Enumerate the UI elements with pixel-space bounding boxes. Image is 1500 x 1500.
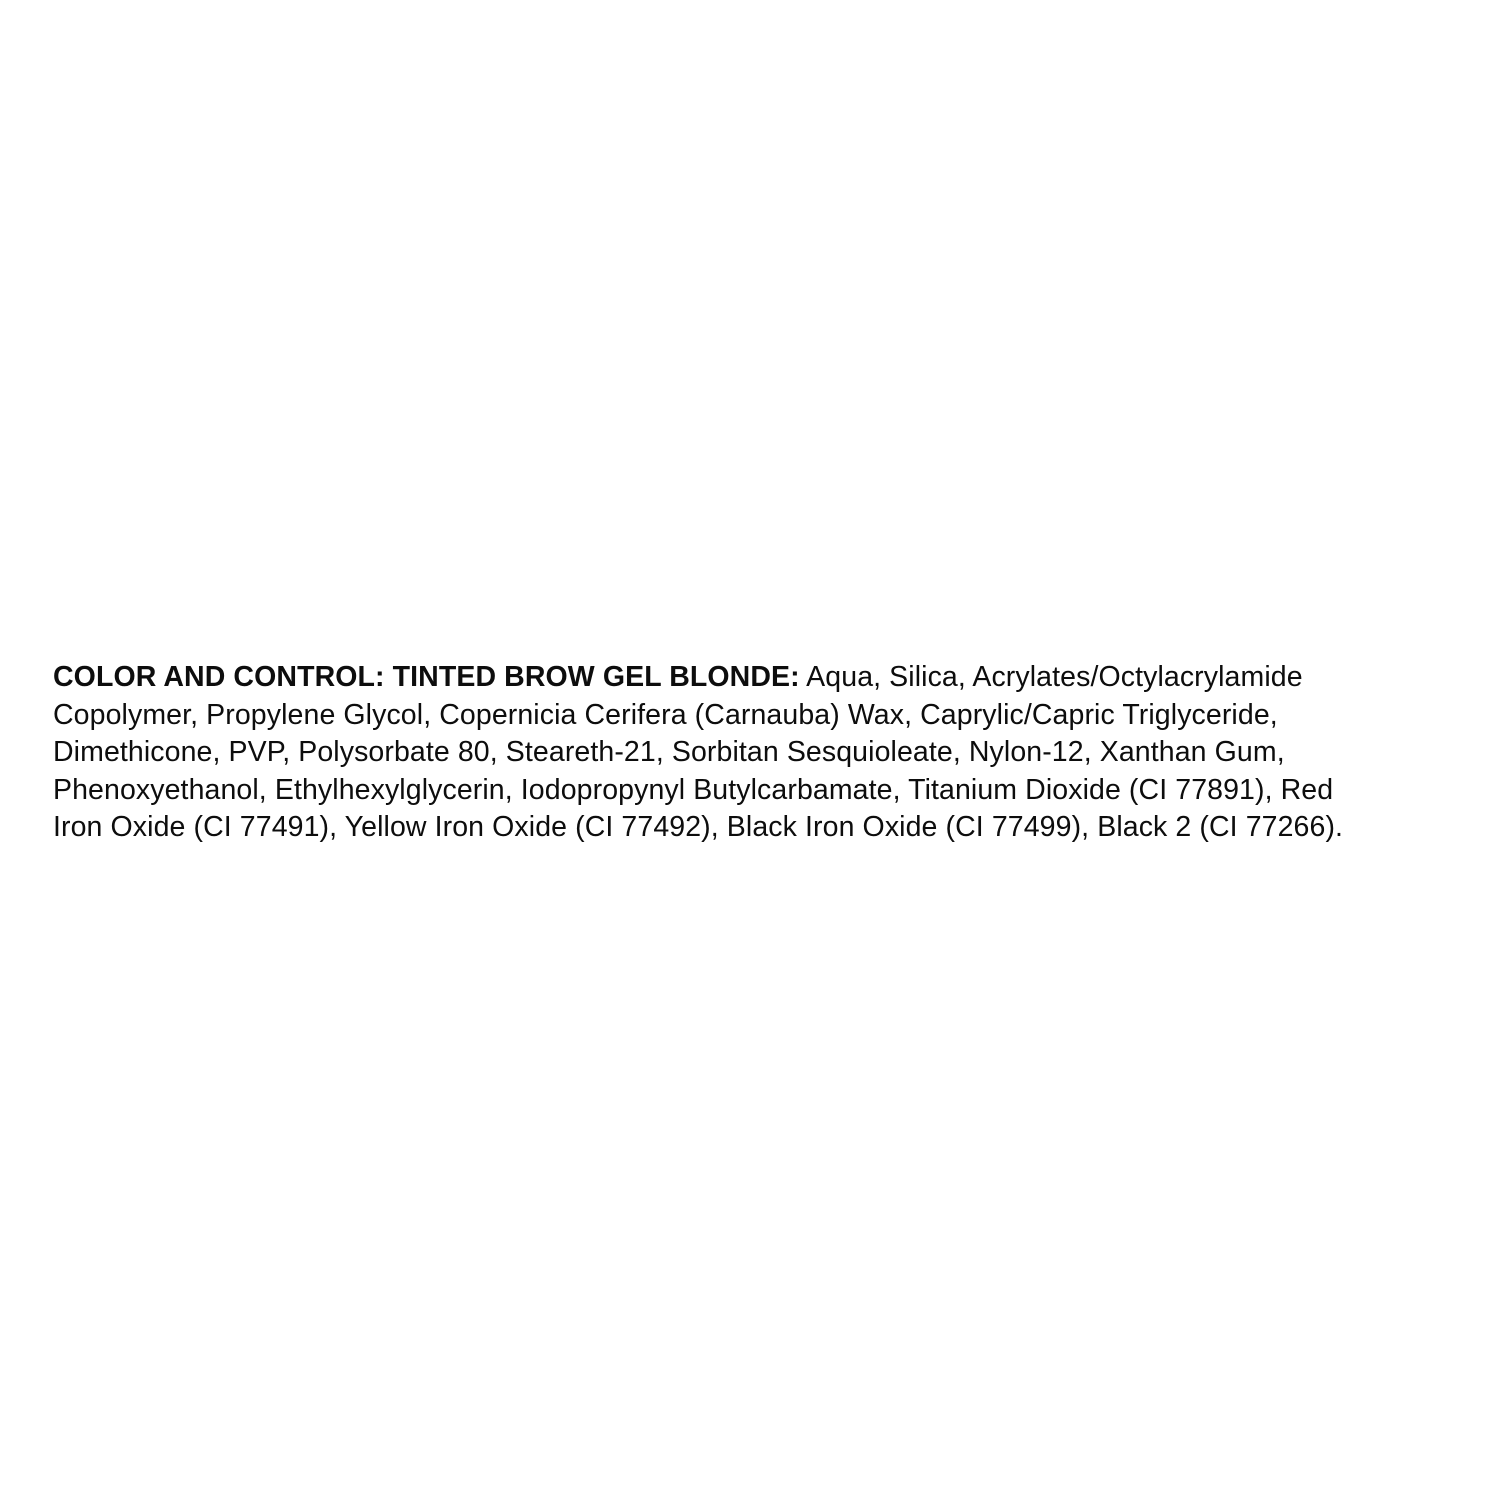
ingredients-line: Dimethicone, PVP, Polysorbate 80, Steareth-21, Sorbitan Sesquioleate, Nylon-12, Xanthan Gum, bbox=[53, 736, 1285, 768]
ingredients-line bbox=[53, 659, 1453, 697]
product-name-heading: COLOR AND CONTROL: TINTED BROW GEL BLONDE: bbox=[53, 661, 800, 693]
ingredients-line: Phenoxyethanol, Ethylhexylglycerin, Iodopropynyl Butylcarbamate, Titanium Dioxide (CI 77891), Red bbox=[53, 773, 1334, 806]
ingredients-panel bbox=[53, 659, 1453, 847]
ingredients-text: Aqua, Silica, Acrylates/Octylacrylamide bbox=[799, 661, 1303, 693]
ingredients-line: Copolymer, Propylene Glycol, Copernicia Cerifera (Carnauba) Wax, Caprylic/Capric Triglyceride, bbox=[53, 698, 1278, 731]
ingredients-line: Iron Oxide (CI 77491), Yellow Iron Oxide (CI 77492), Black Iron Oxide (CI 77499), Black 2 (CI 77266). bbox=[53, 811, 1344, 843]
